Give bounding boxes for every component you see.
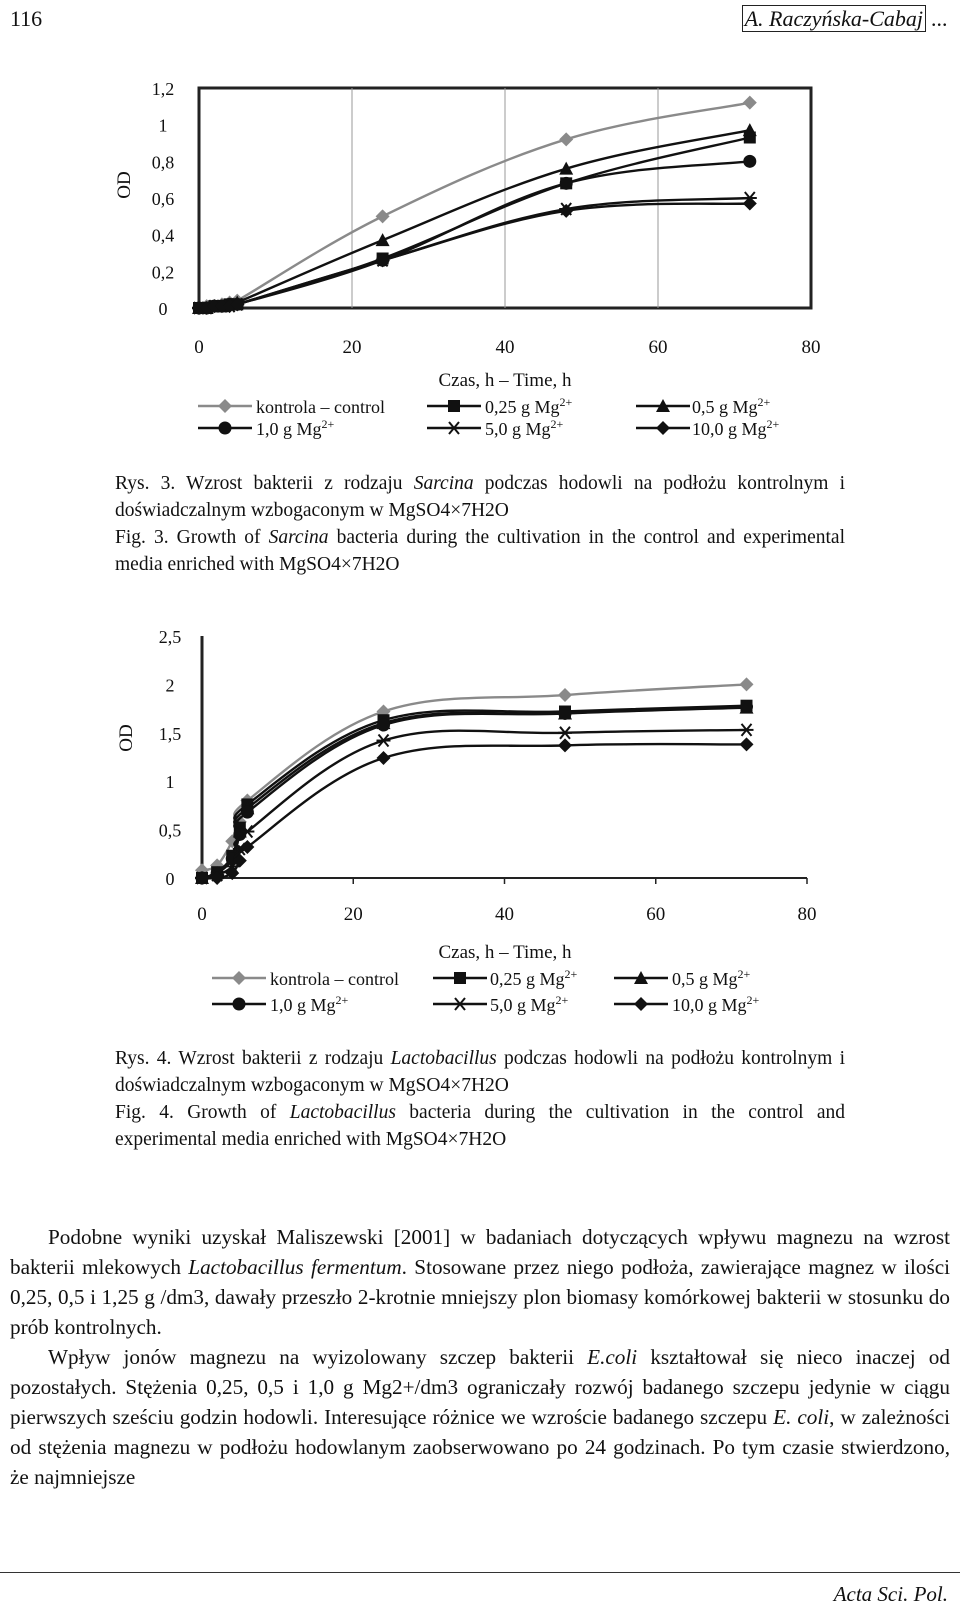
figure-4-svg (0, 618, 960, 1028)
figure-4-caption-pl (115, 1045, 845, 1099)
fig3-legend-item-kontrola-control-marker (218, 399, 232, 413)
body-p2-a: Wpływ jonów magnezu na wyizolowany szczep bakterii (48, 1345, 588, 1369)
fig4-legend-item-0-5-g-mg2-label: 0,5 g $Mg^{2+}$ (672, 967, 751, 989)
fig3-x-tick-label: 0 (194, 337, 204, 358)
fig4-series-10-0-g-mg2-point (377, 751, 391, 765)
fig3-x-tick-label: 40 (495, 337, 515, 358)
fig3-y-tick-label: 0,6 (151, 189, 175, 209)
body-p2-species-1: E.coli (587, 1345, 638, 1369)
fig4-y-tick-label: 0,5 (158, 820, 182, 841)
fig4-series-1-0-g-mg2-point (559, 707, 572, 720)
body-paragraph-2 (10, 1342, 950, 1492)
fig3-legend-item-0-5-g-mg2 (636, 395, 771, 417)
caption3-en-genus: Sarcina (268, 527, 329, 548)
fig4-y-axis-label: OD (116, 724, 137, 752)
fig4-legend-item-0-25-g-mg2-label: 0,25 g $Mg^{2+}$ (490, 967, 578, 989)
fig3-series-1-0-g-mg2 (193, 155, 757, 315)
fig3-series-kontrola-control-line (199, 103, 750, 308)
fig4-legend-item-10-0-g-mg2-label: 10,0 g $Mg^{2+}$ (672, 993, 760, 1015)
body-p2-species-2: E. coli (773, 1405, 830, 1429)
fig4-x-tick-label: 40 (495, 904, 514, 925)
fig4-series-5-0-g-mg2-point (740, 724, 754, 736)
fig4-series-10-0-g-mg2-point (558, 738, 572, 752)
fig4-y-tick-label: 1,5 (158, 723, 182, 744)
fig3-legend-item-10-0-g-mg2 (636, 417, 780, 439)
running-head-ellipsis: ... (926, 6, 948, 31)
fig3-series-kontrola-control-point (559, 132, 573, 146)
running-head-author: A. Raczyńska-Cabaj (742, 5, 926, 32)
fig4-series-1-0-g-mg2 (196, 700, 754, 884)
fig4-series-5-0-g-mg2-line (202, 730, 747, 878)
fig3-legend-item-1-0-g-mg2 (198, 417, 335, 439)
figure-3-caption-en (115, 524, 845, 578)
fig3-y-tick-label: 0,2 (151, 262, 175, 283)
figure-4-chart (0, 618, 960, 1028)
fig3-legend-item-1-0-g-mg2-marker (219, 422, 232, 435)
fig4-legend-item-kontrola-control-label: kontrola – control (270, 969, 399, 989)
fig3-x-axis-label: Czas, h – Time, h (438, 370, 572, 391)
fig3-series-10-0-g-mg2 (192, 197, 757, 316)
fig3-legend-item-1-0-g-mg2-label: 1,0 g $Mg^{2+}$ (256, 417, 335, 439)
fig3-series-0-5-g-mg2-point (743, 123, 757, 136)
journal-name: Acta Sci. Pol. (833, 1582, 948, 1606)
fig3-legend-item-5-0-g-mg2-label: 5,0 g $Mg^{2+}$ (485, 417, 564, 439)
fig4-legend-item-0-5-g-mg2 (614, 967, 751, 989)
caption3-en-prefix: Fig. 3. Growth of (115, 527, 269, 548)
fig4-series-5-0-g-mg2-point (377, 735, 391, 747)
caption4-en-prefix: Fig. 4. Growth of (115, 1102, 290, 1123)
fig3-legend-item-0-25-g-mg2 (427, 395, 573, 417)
fig4-legend-item-10-0-g-mg2-marker (634, 997, 648, 1011)
fig3-series-1-0-g-mg2-point (560, 177, 573, 190)
fig3-y-tick-label: 1 (158, 115, 168, 136)
body-text (10, 1222, 950, 1492)
fig3-y-tick-label: 0,8 (151, 152, 175, 173)
caption4-pl-suffix: podczas hodowli na podłożu kontrolnym i doświadczalnym wzbogaconym w MgSO4×7H2O (115, 1048, 845, 1096)
fig4-legend-item-1-0-g-mg2-label: 1,0 g $Mg^{2+}$ (270, 993, 349, 1015)
fig3-series-kontrola-control (192, 96, 757, 315)
page-number: 116 (10, 6, 43, 31)
caption4-pl-genus: Lactobacillus (390, 1048, 497, 1069)
fig3-legend-item-5-0-g-mg2-marker (447, 422, 461, 434)
fig3-legend-item-0-5-g-mg2-label: 0,5 g $Mg^{2+}$ (692, 395, 771, 417)
caption4-pl-prefix: Rys. 4. Wzrost bakterii z rodzaju (115, 1048, 391, 1069)
caption3-pl-prefix: Rys. 3. Wzrost bakterii z rodzaju (115, 473, 414, 494)
fig4-x-tick-label: 20 (343, 904, 363, 925)
figure-4-caption-en (115, 1099, 845, 1153)
fig3-series-5-0-g-mg2 (192, 192, 757, 314)
fig4-legend-item-10-0-g-mg2 (614, 993, 760, 1015)
fig4-series-10-0-g-mg2 (195, 737, 754, 885)
fig3-y-tick-label: 0 (158, 299, 168, 319)
fig4-series-1-0-g-mg2-point (241, 806, 254, 819)
fig3-legend-item-kontrola-control-label: kontrola – control (256, 397, 385, 417)
fig4-series-10-0-g-mg2-point (740, 737, 754, 751)
fig3-series-1-0-g-mg2-point (743, 155, 756, 168)
fig4-series-5-0-g-mg2-point (558, 727, 572, 739)
fig4-x-axis-label: Czas, h – Time, h (438, 942, 572, 963)
fig4-x-tick-label: 60 (646, 904, 666, 925)
fig4-series-0-25-g-mg2 (196, 700, 753, 884)
fig4-legend-item-5-0-g-mg2-marker (453, 998, 467, 1010)
fig3-x-tick-label: 60 (648, 337, 668, 358)
fig3-legend-item-0-25-g-mg2-marker (448, 400, 460, 412)
fig3-series-10-0-g-mg2-point (559, 204, 573, 218)
fig4-legend-item-kontrola-control (212, 969, 399, 989)
fig4-legend-item-1-0-g-mg2-marker (233, 998, 246, 1011)
fig3-x-tick-label: 20 (342, 337, 362, 358)
running-head (742, 6, 948, 32)
fig4-x-tick-label: 80 (797, 904, 817, 925)
fig3-legend-item-10-0-g-mg2-marker (656, 421, 670, 435)
fig4-series-0-5-g-mg2 (195, 701, 754, 884)
fig4-y-tick-label: 2 (165, 675, 175, 696)
fig4-y-tick-label: 2,5 (158, 627, 182, 647)
body-p1-a: Podobne wyniki uzyskał Maliszewski [2001] w badaniach dotyczących wpływu magnezu na wzrost bakterii mlekowych (10, 1225, 950, 1279)
fig3-legend-item-kontrola-control (198, 397, 385, 417)
fig4-series-1-0-g-mg2-point (740, 700, 753, 713)
figure-3-chart (0, 60, 960, 450)
body-paragraph-1 (10, 1222, 950, 1342)
figure-4-caption (115, 1045, 845, 1153)
caption3-en-suffix: bacteria during the cultivation in the control and experimental media enriched with MgSO4×7H2O (115, 527, 845, 575)
figure-3-caption-pl (115, 470, 845, 524)
fig4-y-tick-label: 0 (165, 869, 175, 889)
caption4-en-suffix: bacteria during the cultivation in the control and experimental media enriched with MgSO4×7H2O (115, 1102, 845, 1150)
fig3-series-kontrola-control-point (743, 96, 757, 110)
fig4-legend-item-kontrola-control-marker (232, 971, 246, 985)
fig3-legend-item-10-0-g-mg2-label: 10,0 g $Mg^{2+}$ (692, 417, 780, 439)
caption3-pl-genus: Sarcina (413, 473, 474, 494)
figure-3-caption (115, 470, 845, 578)
fig3-y-axis-label: OD (114, 171, 135, 199)
body-p2-c: , w zależności od stężenia magnezu w podłożu hodowlanym zaobserwowano po 24 godzinach. Po tym czasie stwierdzono, że najmniejsze (10, 1405, 951, 1489)
body-p2-b: kształtował się nieco inaczej od pozostałych. Stężenia 0,25, 0,5 i 1,0 g Mg2+/dm3 ograniczały rozwój badanego szczepu jedynie w ciągu pierwszych sześciu godzin hodowli. Interesujące różnice we wzroście badanego szczepu (10, 1345, 950, 1429)
fig4-series-0-5-g-mg2-line (202, 708, 747, 878)
fig4-series-kontrola-control-point (558, 688, 572, 702)
fig4-series-1-0-g-mg2-line (202, 707, 747, 878)
fig4-legend-item-5-0-g-mg2-label: 5,0 g $Mg^{2+}$ (490, 993, 569, 1015)
fig4-legend-item-0-25-g-mg2 (433, 967, 578, 989)
fig3-x-tick-label: 80 (801, 337, 821, 358)
caption4-en-genus: Lactobacillus (289, 1102, 396, 1123)
caption3-pl-suffix: podczas hodowli na podłożu kontrolnym i doświadczalnym wzbogaconym w MgSO4×7H2O (115, 473, 845, 521)
fig3-series-0-25-g-mg2 (193, 132, 756, 315)
fig4-series-1-0-g-mg2-point (377, 719, 390, 732)
fig4-legend-item-5-0-g-mg2 (433, 993, 569, 1015)
fig3-y-tick-label: 1,2 (151, 79, 175, 99)
fig3-series-0-5-g-mg2-point (376, 233, 390, 246)
body-p1-species: Lactobacillus fermentum (188, 1255, 402, 1279)
footer-rule (0, 1572, 960, 1573)
fig4-series-10-0-g-mg2-line (202, 744, 747, 878)
fig3-series-kontrola-control-point (376, 209, 390, 223)
fig4-y-tick-label: 1 (165, 772, 175, 793)
fig3-legend-item-5-0-g-mg2 (427, 417, 564, 439)
fig3-series-1-0-g-mg2-line (199, 161, 750, 308)
fig4-series-kontrola-control-point (740, 677, 754, 691)
fig3-legend-item-0-25-g-mg2-label: 0,25 g $Mg^{2+}$ (485, 395, 573, 417)
fig4-legend-item-0-25-g-mg2-marker (454, 972, 466, 984)
fig3-y-tick-label: 0,4 (151, 225, 175, 246)
fig4-series-5-0-g-mg2 (195, 724, 754, 884)
figure-3-svg (0, 60, 960, 450)
fig4-legend-item-1-0-g-mg2 (212, 993, 349, 1015)
fig4-x-tick-label: 0 (197, 904, 207, 925)
body-p1-b: . Stosowane przez niego podłoża, zawierające magnez w ilości 0,25, 0,5 i 1,25 g /dm3, dawały przeszło 2-krotnie mniejszy plon biomasy komórkowej bakterii w stosunku do prób kontrolnych. (10, 1255, 951, 1339)
